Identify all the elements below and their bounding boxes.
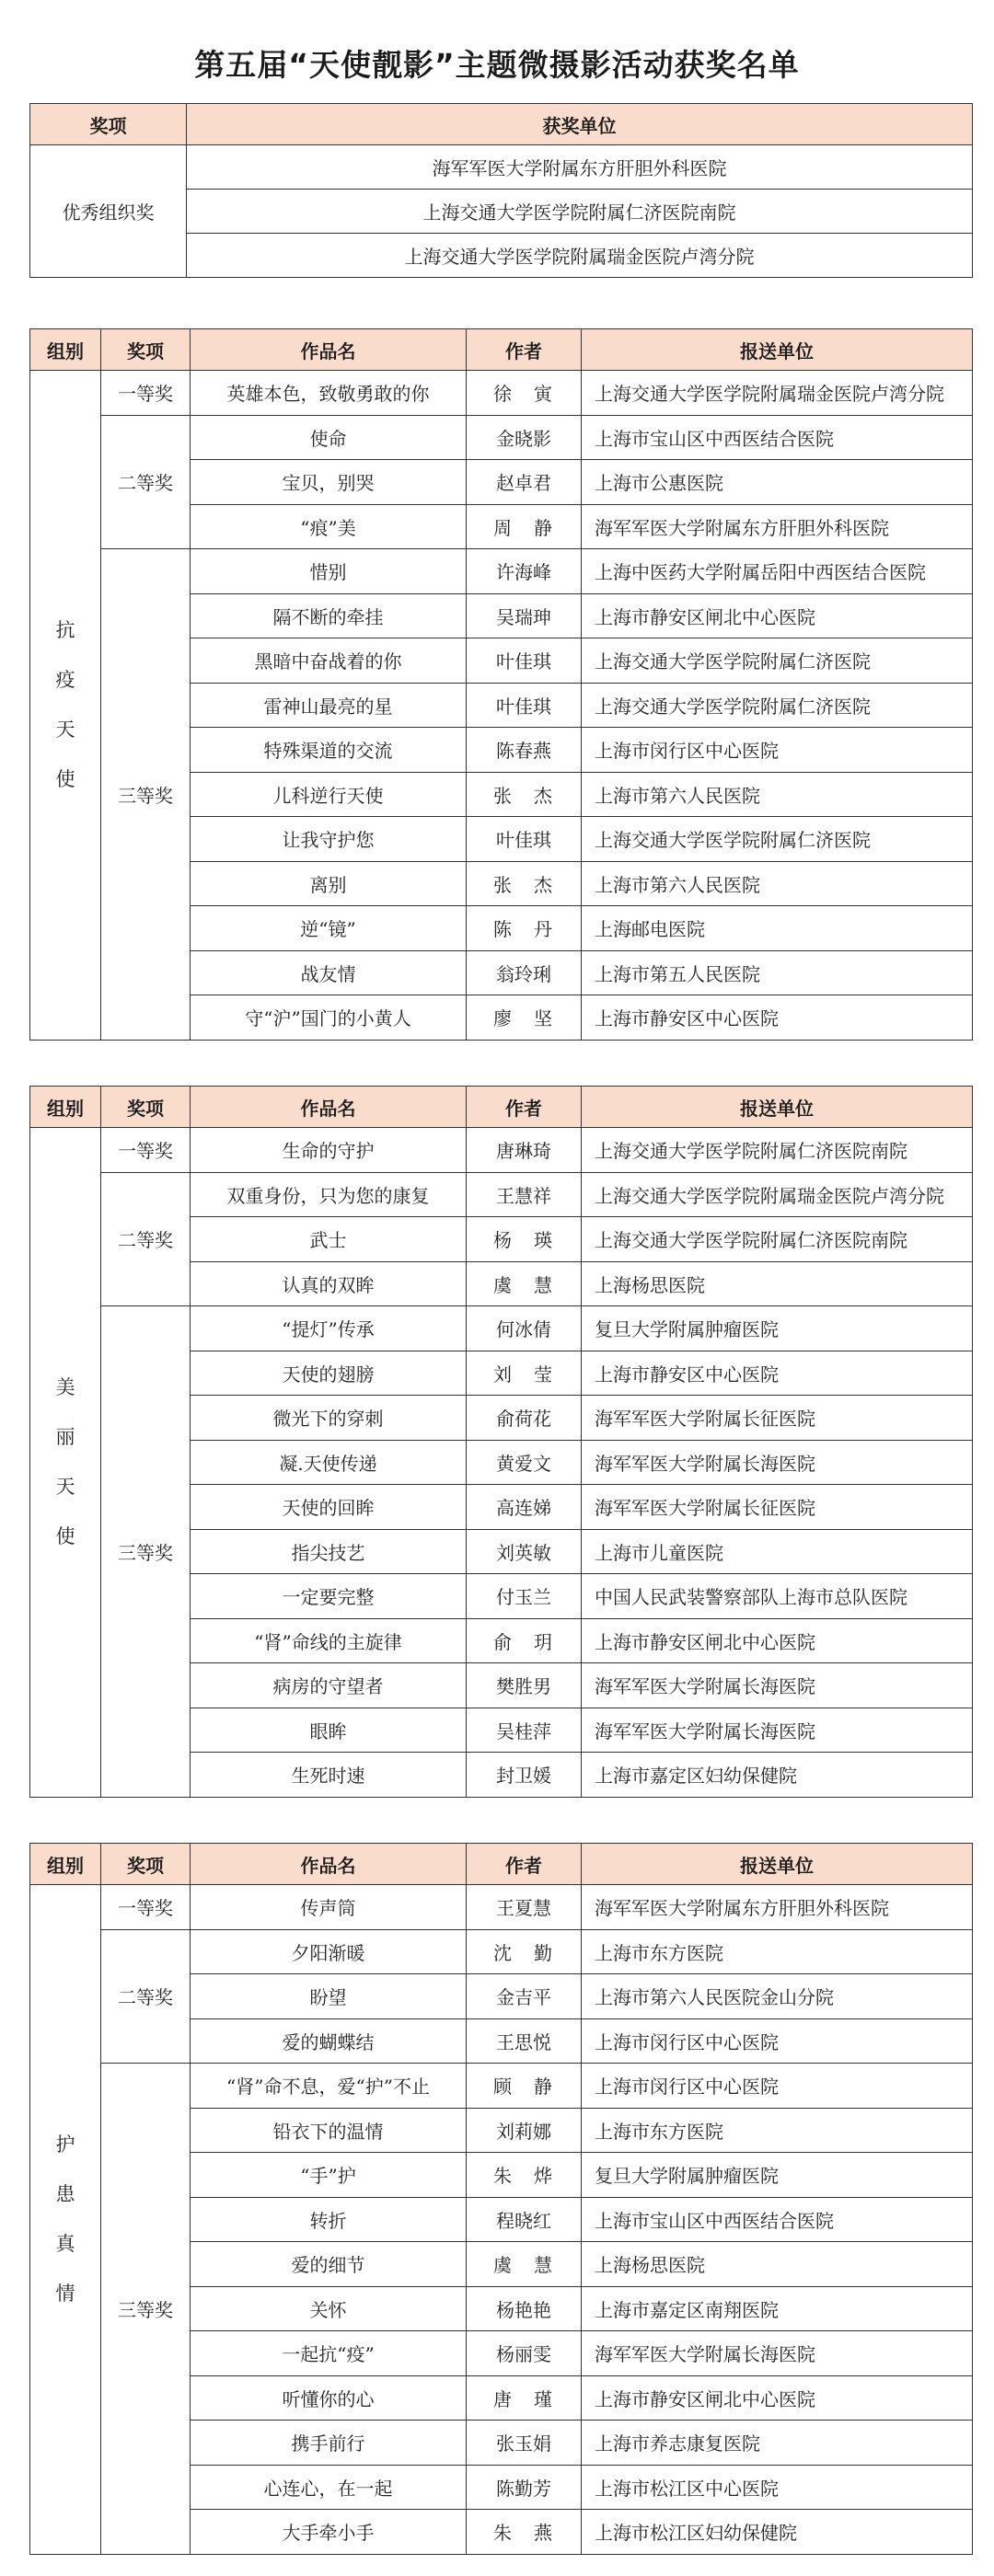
- header-work: 作品名: [191, 1087, 467, 1128]
- author-cell: 廖坚: [467, 995, 582, 1041]
- unit-cell: 上海市静安区闸北中心医院: [582, 2375, 973, 2421]
- unit-cell: 上海交通大学医学院附属瑞金医院卢湾分院: [187, 234, 973, 278]
- header-award: 奖项: [101, 329, 191, 371]
- unit-cell: 海军军医大学附属东方肝胆外科医院: [187, 145, 973, 190]
- header-author: 作者: [467, 1087, 582, 1128]
- work-title-cell: 指尖技艺: [191, 1529, 467, 1574]
- work-title-cell: 爱的细节: [191, 2242, 467, 2287]
- author-cell: 程晓红: [467, 2197, 582, 2242]
- author-cell: 何冰倩: [467, 1306, 582, 1351]
- work-title-cell: “痕”美: [191, 504, 467, 549]
- work-title-cell: 离别: [191, 861, 467, 906]
- unit-cell: 上海交通大学医学院附属瑞金医院卢湾分院: [582, 371, 973, 416]
- work-title-cell: 心连心，在一起: [191, 2465, 467, 2510]
- unit-cell: 海军军医大学附属长征医院: [582, 1396, 973, 1441]
- header-award: 奖项: [30, 104, 187, 145]
- author-cell: 俞荷花: [467, 1396, 582, 1441]
- work-title-cell: 雷神山最亮的星: [191, 683, 467, 728]
- author-cell: 顾静: [467, 2064, 582, 2109]
- group-name: 美丽天使: [55, 1376, 75, 1548]
- award-cell: 一等奖: [101, 1885, 191, 1930]
- author-cell: 樊胜男: [467, 1663, 582, 1708]
- award-cell: 三等奖: [101, 1306, 191, 1798]
- author-cell: 张玉娟: [467, 2421, 582, 2466]
- author-cell: 张杰: [467, 861, 582, 906]
- award-cell: 二等奖: [101, 1172, 191, 1306]
- award-cell: 优秀组织奖: [30, 145, 187, 278]
- work-title-cell: 战友情: [191, 950, 467, 995]
- unit-cell: 上海市养志康复医院: [582, 2421, 973, 2466]
- author-cell: 朱烨: [467, 2153, 582, 2198]
- group-name-cell: [30, 1128, 101, 1798]
- table-row: [30, 1306, 973, 1351]
- unit-cell: 海军军医大学附属长海医院: [582, 2331, 973, 2376]
- unit-cell: 上海交通大学医学院附属瑞金医院卢湾分院: [582, 1172, 973, 1217]
- group-name-cell: [30, 371, 101, 1041]
- work-title-cell: 双重身份，只为您的康复: [191, 1172, 467, 1217]
- award-cell: 三等奖: [101, 549, 191, 1041]
- author-cell: 杨瑛: [467, 1217, 582, 1262]
- work-title-cell: 认真的双眸: [191, 1261, 467, 1306]
- header-group: 组别: [30, 329, 101, 371]
- work-title-cell: “肾”命线的主旋律: [191, 1618, 467, 1663]
- unit-cell: 上海市静安区中心医院: [582, 1351, 973, 1396]
- author-cell: 许海峰: [467, 549, 582, 594]
- unit-cell: 海军军医大学附属长征医院: [582, 1485, 973, 1530]
- work-title-cell: “手”护: [191, 2153, 467, 2198]
- work-title-cell: 夕阳渐暖: [191, 1929, 467, 1974]
- unit-cell: 上海市闵行区中心医院: [582, 2064, 973, 2109]
- work-title-cell: 大手牵小手: [191, 2510, 467, 2555]
- header-work: 作品名: [191, 1844, 467, 1885]
- work-title-cell: 一定要完整: [191, 1574, 467, 1619]
- author-cell: 付玉兰: [467, 1574, 582, 1619]
- work-title-cell: 守“沪”国门的小黄人: [191, 995, 467, 1041]
- author-cell: 金吉平: [467, 1974, 582, 2019]
- author-cell: 朱燕: [467, 2510, 582, 2555]
- unit-cell: 上海市松江区中心医院: [582, 2465, 973, 2510]
- unit-cell: 上海市宝山区中西医结合医院: [582, 2197, 973, 2242]
- author-cell: 周静: [467, 504, 582, 549]
- unit-cell: 上海邮电医院: [582, 906, 973, 951]
- award-cell: 三等奖: [101, 2064, 191, 2555]
- group-table-anti-epidemic: [29, 328, 973, 1041]
- header-group: 组别: [30, 1844, 101, 1885]
- work-title-cell: 微光下的穿刺: [191, 1396, 467, 1441]
- unit-cell: 海军军医大学附属长海医院: [582, 1440, 973, 1485]
- author-cell: 叶佳琪: [467, 683, 582, 728]
- unit-cell: 上海市嘉定区妇幼保健院: [582, 1753, 973, 1798]
- unit-cell: 上海市第六人民医院: [582, 772, 973, 817]
- header-unit: 报送单位: [582, 329, 973, 371]
- work-title-cell: 一起抗“疫”: [191, 2331, 467, 2376]
- work-title-cell: 天使的回眸: [191, 1485, 467, 1530]
- author-cell: 吴桂萍: [467, 1708, 582, 1753]
- unit-cell: 复旦大学附属肿瘤医院: [582, 1306, 973, 1351]
- unit-cell: 上海市第五人民医院: [582, 950, 973, 995]
- unit-cell: 上海市闵行区中心医院: [582, 2018, 973, 2064]
- header-group: 组别: [30, 1087, 101, 1128]
- unit-cell: 海军军医大学附属东方肝胆外科医院: [582, 1885, 973, 1930]
- author-cell: 杨丽雯: [467, 2331, 582, 2376]
- table-row: [30, 2064, 973, 2109]
- table-row: [30, 145, 973, 190]
- work-title-cell: “提灯”传承: [191, 1306, 467, 1351]
- group-table-beautiful-angels: [29, 1086, 973, 1798]
- author-cell: 刘莹: [467, 1351, 582, 1396]
- author-cell: 唐瑾: [467, 2375, 582, 2421]
- author-cell: 高连娣: [467, 1485, 582, 1530]
- work-title-cell: 盼望: [191, 1974, 467, 2019]
- author-cell: 刘莉娜: [467, 2108, 582, 2153]
- award-cell: 一等奖: [101, 1128, 191, 1173]
- author-cell: 黄爱文: [467, 1440, 582, 1485]
- group-table-nurse-patient: [29, 1843, 973, 2555]
- author-cell: 赵卓君: [467, 460, 582, 505]
- work-title-cell: 关怀: [191, 2286, 467, 2331]
- work-title-cell: 生死时速: [191, 1753, 467, 1798]
- work-title-cell: 眼眸: [191, 1708, 467, 1753]
- table-header-row: [30, 329, 973, 371]
- author-cell: 王夏慧: [467, 1885, 582, 1930]
- author-cell: 陈勤芳: [467, 2465, 582, 2510]
- table-header-row: [30, 1087, 973, 1128]
- work-title-cell: 武士: [191, 1217, 467, 1262]
- table-row: [30, 1885, 973, 1930]
- table-row: [30, 415, 973, 460]
- work-title-cell: 爱的蝴蝶结: [191, 2018, 467, 2064]
- unit-cell: 上海市静安区闸北中心医院: [582, 1618, 973, 1663]
- author-cell: 沈勤: [467, 1929, 582, 1974]
- award-cell: 一等奖: [101, 371, 191, 416]
- author-cell: 杨艳艳: [467, 2286, 582, 2331]
- work-title-cell: 传声筒: [191, 1885, 467, 1930]
- unit-cell: 上海杨思医院: [582, 1261, 973, 1306]
- unit-cell: 上海交通大学医学院附属仁济医院南院: [582, 1128, 973, 1173]
- table-header-row: [30, 104, 973, 145]
- table-row: [30, 549, 973, 594]
- work-title-cell: 隔不断的牵挂: [191, 593, 467, 638]
- work-title-cell: 携手前行: [191, 2421, 467, 2466]
- unit-cell: 上海杨思医院: [582, 2242, 973, 2287]
- author-cell: 虞慧: [467, 2242, 582, 2287]
- unit-cell: 中国人民武装警察部队上海市总队医院: [582, 1574, 973, 1619]
- header-work: 作品名: [191, 329, 467, 371]
- unit-cell: 上海市儿童医院: [582, 1529, 973, 1574]
- unit-cell: 上海交通大学医学院附属仁济医院: [582, 638, 973, 684]
- table-row: [30, 1128, 973, 1173]
- unit-cell: 海军军医大学附属长海医院: [582, 1708, 973, 1753]
- work-title-cell: 儿科逆行天使: [191, 772, 467, 817]
- work-title-cell: 病房的守望者: [191, 1663, 467, 1708]
- author-cell: 陈丹: [467, 906, 582, 951]
- header-unit: 报送单位: [582, 1844, 973, 1885]
- author-cell: 封卫媛: [467, 1753, 582, 1798]
- unit-cell: 上海市第六人民医院: [582, 861, 973, 906]
- group-name: 抗疫天使: [55, 619, 75, 791]
- work-title-cell: 让我守护您: [191, 817, 467, 862]
- work-title-cell: 铅衣下的温情: [191, 2108, 467, 2153]
- unit-cell: 上海市静安区中心医院: [582, 995, 973, 1041]
- work-title-cell: 听懂你的心: [191, 2375, 467, 2421]
- organization-award-table: [29, 103, 973, 278]
- unit-cell: 上海市公惠医院: [582, 460, 973, 505]
- page-title: 第五届“天使靓影”主题微摄影活动获奖名单: [194, 47, 800, 83]
- header-award: 奖项: [101, 1844, 191, 1885]
- author-cell: 王慧祥: [467, 1172, 582, 1217]
- author-cell: 张杰: [467, 772, 582, 817]
- work-title-cell: 凝.天使传递: [191, 1440, 467, 1485]
- author-cell: 刘英敏: [467, 1529, 582, 1574]
- unit-cell: 海军军医大学附属东方肝胆外科医院: [582, 504, 973, 549]
- work-title-cell: 惜别: [191, 549, 467, 594]
- unit-cell: 上海市东方医院: [582, 1929, 973, 1974]
- unit-cell: 上海市静安区闸北中心医院: [582, 593, 973, 638]
- author-cell: 吴瑞珅: [467, 593, 582, 638]
- unit-cell: 上海市宝山区中西医结合医院: [582, 415, 973, 460]
- work-title-cell: 使命: [191, 415, 467, 460]
- group-name: 护患真情: [55, 2133, 75, 2306]
- award-cell: 二等奖: [101, 1929, 191, 2064]
- author-cell: 叶佳琪: [467, 638, 582, 684]
- author-cell: 唐琳琦: [467, 1128, 582, 1173]
- unit-cell: 上海交通大学医学院附属仁济医院南院: [187, 190, 973, 234]
- unit-cell: 上海市闵行区中心医院: [582, 728, 973, 773]
- unit-cell: 复旦大学附属肿瘤医院: [582, 2153, 973, 2198]
- work-title-cell: 逆“镜”: [191, 906, 467, 951]
- unit-cell: 上海市嘉定区南翔医院: [582, 2286, 973, 2331]
- header-unit: 报送单位: [582, 1087, 973, 1128]
- award-cell: 二等奖: [101, 415, 191, 549]
- unit-cell: 上海交通大学医学院附属仁济医院: [582, 817, 973, 862]
- table-header-row: [30, 1844, 973, 1885]
- work-title-cell: 英雄本色，致敬勇敢的你: [191, 371, 467, 416]
- table-row: [30, 1929, 973, 1974]
- author-cell: 王思悦: [467, 2018, 582, 2064]
- work-title-cell: 特殊渠道的交流: [191, 728, 467, 773]
- work-title-cell: 黑暗中奋战着的你: [191, 638, 467, 684]
- author-cell: 金晓影: [467, 415, 582, 460]
- author-cell: 虞慧: [467, 1261, 582, 1306]
- author-cell: 翁玲琍: [467, 950, 582, 995]
- table-row: [30, 371, 973, 416]
- work-title-cell: 宝贝，别哭: [191, 460, 467, 505]
- work-title-cell: 转折: [191, 2197, 467, 2242]
- author-cell: 俞玥: [467, 1618, 582, 1663]
- header-award: 奖项: [101, 1087, 191, 1128]
- author-cell: 陈春燕: [467, 728, 582, 773]
- work-title-cell: “肾”命不息，爱“护”不止: [191, 2064, 467, 2109]
- author-cell: 徐寅: [467, 371, 582, 416]
- unit-cell: 上海市东方医院: [582, 2108, 973, 2153]
- work-title-cell: 天使的翅膀: [191, 1351, 467, 1396]
- author-cell: 叶佳琪: [467, 817, 582, 862]
- unit-cell: 上海市第六人民医院金山分院: [582, 1974, 973, 2019]
- unit-cell: 海军军医大学附属长海医院: [582, 1663, 973, 1708]
- group-name-cell: [30, 1885, 101, 2555]
- header-unit: 获奖单位: [187, 104, 973, 145]
- header-author: 作者: [467, 1844, 582, 1885]
- header-author: 作者: [467, 329, 582, 371]
- unit-cell: 上海交通大学医学院附属仁济医院: [582, 683, 973, 728]
- table-row: [30, 1172, 973, 1217]
- work-title-cell: 生命的守护: [191, 1128, 467, 1173]
- unit-cell: 上海市松江区妇幼保健院: [582, 2510, 973, 2555]
- unit-cell: 上海交通大学医学院附属仁济医院南院: [582, 1217, 973, 1262]
- unit-cell: 上海中医药大学附属岳阳中西医结合医院: [582, 549, 973, 594]
